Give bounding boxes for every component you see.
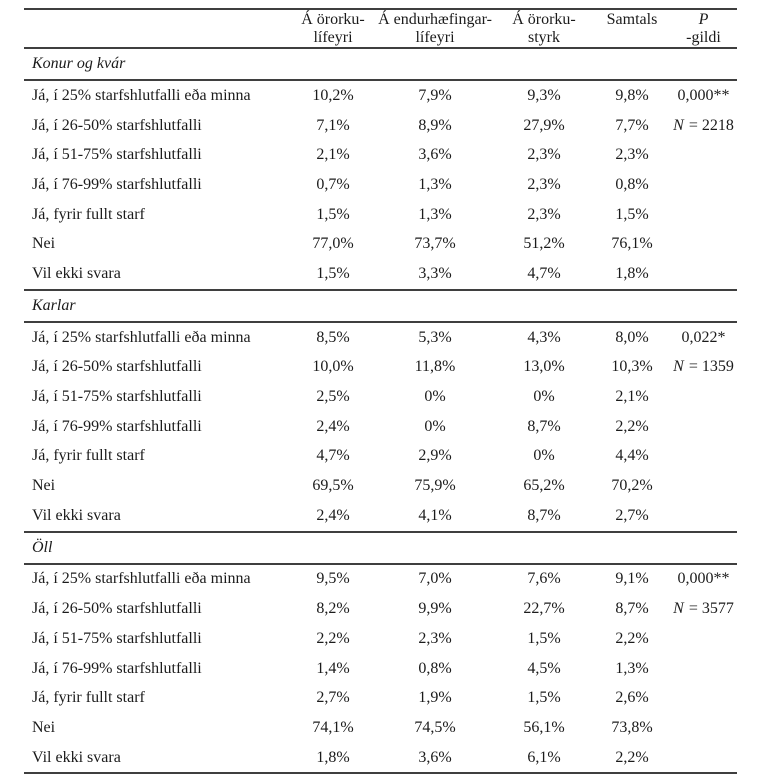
cell-samtals: 2,2% <box>615 417 649 435</box>
cell-stat-empty <box>670 442 737 472</box>
cell-stat-empty <box>670 412 737 442</box>
cell-ororkustyrk: 6,1% <box>527 748 561 766</box>
cell-ororkustyrk: 1,5% <box>527 689 561 707</box>
cell-ororkulifeyri: 74,1% <box>312 718 354 736</box>
table-row <box>24 323 737 353</box>
cell-samtals: 1,8% <box>615 264 649 282</box>
cell-ororkulifeyri: 2,1% <box>316 146 350 164</box>
row-label: Já, í 51-75% starfshlutfalli <box>32 629 202 647</box>
cell-p-value <box>670 323 737 353</box>
p-value: 0,022* <box>681 328 726 346</box>
row-label: Já, í 25% starfshlutfalli eða minna <box>32 328 251 346</box>
cell-ororkustyrk: 2,3% <box>527 175 561 193</box>
cell-ororkulifeyri: 77,0% <box>312 235 354 253</box>
cell-samtals: 8,0% <box>615 328 649 346</box>
table-row <box>24 140 737 170</box>
cell-ororkustyrk: 8,7% <box>527 506 561 524</box>
cell-ororkulifeyri: 0,7% <box>316 175 350 193</box>
cell-samtals: 10,3% <box>611 358 653 376</box>
cell-ororkulifeyri: 2,5% <box>316 388 350 406</box>
cell-ororkulifeyri: 2,7% <box>316 689 350 707</box>
cell-samtals: 2,1% <box>615 388 649 406</box>
cell-ororkustyrk: 51,2% <box>523 235 565 253</box>
cell-endurhaefingarlifeyri: 7,9% <box>418 86 452 104</box>
cell-endurhaefingarlifeyri: 9,9% <box>418 600 452 618</box>
cell-endurhaefingarlifeyri: 7,0% <box>418 570 452 588</box>
cell-endurhaefingarlifeyri: 3,6% <box>418 748 452 766</box>
table-row <box>24 412 737 442</box>
cell-ororkulifeyri: 1,8% <box>316 748 350 766</box>
cell-ororkustyrk: 8,7% <box>527 417 561 435</box>
row-label: Já, í 76-99% starfshlutfalli <box>32 417 202 435</box>
table-row <box>24 501 737 531</box>
section-title-konur-og-kvar: Konur og kvár <box>24 47 737 79</box>
cell-ororkustyrk: 22,7% <box>523 600 565 618</box>
row-label: Já, fyrir fullt starf <box>32 205 145 223</box>
table-row <box>24 624 737 654</box>
table-row <box>24 200 737 230</box>
cell-endurhaefingarlifeyri: 1,3% <box>418 205 452 223</box>
cell-endurhaefingarlifeyri: 74,5% <box>414 718 456 736</box>
cell-ororkulifeyri: 8,5% <box>316 328 350 346</box>
cell-samtals: 0,8% <box>615 175 649 193</box>
section-title-oll: Öll <box>24 531 737 563</box>
table-row <box>24 382 737 412</box>
cell-ororkustyrk: 13,0% <box>523 358 565 376</box>
table-row <box>24 353 737 383</box>
section-title-karlar: Karlar <box>24 289 737 321</box>
row-label: Já, í 76-99% starfshlutfalli <box>32 175 202 193</box>
row-label: Já, í 51-75% starfshlutfalli <box>32 146 202 164</box>
cell-ororkustyrk: 65,2% <box>523 477 565 495</box>
cell-ororkustyrk: 4,3% <box>527 328 561 346</box>
n-label: N <box>673 116 684 134</box>
cell-ororkulifeyri: 7,1% <box>316 116 350 134</box>
n-value: = 2218 <box>688 116 734 134</box>
cell-endurhaefingarlifeyri: 75,9% <box>414 477 456 495</box>
row-label: Vil ekki svara <box>32 506 121 524</box>
cell-endurhaefingarlifeyri: 4,1% <box>418 506 452 524</box>
cell-ororkulifeyri: 1,4% <box>316 659 350 677</box>
cell-endurhaefingarlifeyri: 0,8% <box>418 659 452 677</box>
cell-samtals: 76,1% <box>611 235 653 253</box>
cell-p-value <box>670 81 737 111</box>
cell-endurhaefingarlifeyri: 1,9% <box>418 689 452 707</box>
cell-stat-empty <box>670 624 737 654</box>
section-rows-karlar <box>24 321 737 531</box>
cell-ororkulifeyri: 69,5% <box>312 477 354 495</box>
cell-stat-empty <box>670 229 737 259</box>
cell-samtals: 2,6% <box>615 689 649 707</box>
cell-stat-empty <box>670 713 737 743</box>
cell-ororkulifeyri: 8,2% <box>316 600 350 618</box>
column-header-ororkustyrk: Á örorku- styrk <box>512 11 576 46</box>
cell-ororkulifeyri: 4,7% <box>316 447 350 465</box>
cell-samtals: 2,3% <box>615 146 649 164</box>
column-header-samtals: Samtals <box>606 11 658 28</box>
cell-ororkulifeyri: 9,5% <box>316 570 350 588</box>
cell-samtals: 7,7% <box>615 116 649 134</box>
cell-samtals: 2,2% <box>615 629 649 647</box>
p-value: 0,000** <box>677 570 730 588</box>
cell-endurhaefingarlifeyri: 2,3% <box>418 629 452 647</box>
row-label: Nei <box>32 718 56 736</box>
cell-endurhaefingarlifeyri: 11,8% <box>414 358 456 376</box>
table-row <box>24 81 737 111</box>
n-value: = 1359 <box>688 358 734 376</box>
table-row <box>24 471 737 501</box>
cell-endurhaefingarlifeyri: 73,7% <box>414 235 456 253</box>
row-label: Já, í 26-50% starfshlutfalli <box>32 600 202 618</box>
cell-samtals: 70,2% <box>611 477 653 495</box>
column-header-ororkulifeyri: Á örorku- lífeyri <box>301 11 365 46</box>
column-header-endurhaefingarlifeyri: Á endurhæfingar- lífeyri <box>378 11 492 46</box>
row-label: Já, í 25% starfshlutfalli eða minna <box>32 86 251 104</box>
n-value: = 3577 <box>688 600 734 618</box>
cell-stat-empty <box>670 140 737 170</box>
cell-samtals: 4,4% <box>615 447 649 465</box>
cell-ororkustyrk: 9,3% <box>527 86 561 104</box>
row-label: Já, fyrir fullt starf <box>32 689 145 707</box>
table-row <box>24 259 737 289</box>
row-label: Já, í 26-50% starfshlutfalli <box>32 358 202 376</box>
cell-samtals: 1,5% <box>615 205 649 223</box>
cell-ororkustyrk: 2,3% <box>527 205 561 223</box>
table-row <box>24 229 737 259</box>
row-label: Nei <box>32 235 56 253</box>
p-letter: P <box>698 11 709 28</box>
cell-ororkustyrk: 27,9% <box>523 116 565 134</box>
cell-ororkustyrk: 4,5% <box>527 659 561 677</box>
cell-ororkustyrk: 2,3% <box>527 146 561 164</box>
table-row <box>24 111 737 141</box>
column-header-row <box>24 8 737 47</box>
cell-ororkustyrk: 1,5% <box>527 629 561 647</box>
cell-stat-empty <box>670 170 737 200</box>
cell-samtals: 9,8% <box>615 86 649 104</box>
cell-ororkulifeyri: 10,2% <box>312 86 354 104</box>
cell-endurhaefingarlifeyri: 8,9% <box>418 116 452 134</box>
cell-stat-empty <box>670 471 737 501</box>
table-row <box>24 713 737 743</box>
cell-endurhaefingarlifeyri: 2,9% <box>418 447 452 465</box>
table-row <box>24 654 737 684</box>
cell-samtals: 2,2% <box>615 748 649 766</box>
row-label: Já, í 25% starfshlutfalli eða minna <box>32 570 251 588</box>
cell-sample-size <box>670 111 737 141</box>
row-label: Já, í 26-50% starfshlutfalli <box>32 116 202 134</box>
row-label: Já, í 51-75% starfshlutfalli <box>32 388 202 406</box>
cell-ororkustyrk: 0% <box>533 447 555 465</box>
section-rows-oll <box>24 563 737 773</box>
row-label: Já, í 76-99% starfshlutfalli <box>32 659 202 677</box>
column-header-p-gildi: P -gildi <box>670 10 737 47</box>
cell-stat-empty <box>670 743 737 773</box>
cell-endurhaefingarlifeyri: 0% <box>424 417 446 435</box>
cell-sample-size <box>670 353 737 383</box>
cell-stat-empty <box>670 200 737 230</box>
table-row <box>24 594 737 624</box>
cell-ororkulifeyri: 2,4% <box>316 506 350 524</box>
p-value: 0,000** <box>677 86 730 104</box>
cell-stat-empty <box>670 654 737 684</box>
cell-ororkustyrk: 4,7% <box>527 264 561 282</box>
cell-stat-empty <box>670 683 737 713</box>
cell-ororkulifeyri: 10,0% <box>312 358 354 376</box>
n-label: N <box>673 358 684 376</box>
cell-endurhaefingarlifeyri: 5,3% <box>418 328 452 346</box>
row-label: Nei <box>32 477 56 495</box>
cell-samtals: 1,3% <box>615 659 649 677</box>
column-header-empty <box>24 10 290 47</box>
cell-samtals: 73,8% <box>611 718 653 736</box>
cell-sample-size <box>670 594 737 624</box>
cell-samtals: 2,7% <box>615 506 649 524</box>
cell-endurhaefingarlifeyri: 3,3% <box>418 264 452 282</box>
row-label: Já, fyrir fullt starf <box>32 447 145 465</box>
statistics-table <box>24 8 737 774</box>
table-row <box>24 565 737 595</box>
cell-stat-empty <box>670 259 737 289</box>
cell-stat-empty <box>670 382 737 412</box>
table-row <box>24 170 737 200</box>
row-label: Vil ekki svara <box>32 264 121 282</box>
cell-endurhaefingarlifeyri: 1,3% <box>418 175 452 193</box>
cell-endurhaefingarlifeyri: 3,6% <box>418 146 452 164</box>
table-row <box>24 743 737 773</box>
cell-ororkulifeyri: 2,2% <box>316 629 350 647</box>
cell-ororkulifeyri: 1,5% <box>316 205 350 223</box>
n-label: N <box>673 600 684 618</box>
cell-ororkulifeyri: 2,4% <box>316 417 350 435</box>
cell-ororkustyrk: 56,1% <box>523 718 565 736</box>
cell-p-value <box>670 565 737 595</box>
cell-stat-empty <box>670 501 737 531</box>
cell-samtals: 9,1% <box>615 570 649 588</box>
table-row <box>24 442 737 472</box>
cell-endurhaefingarlifeyri: 0% <box>424 388 446 406</box>
table-row <box>24 683 737 713</box>
cell-ororkustyrk: 7,6% <box>527 570 561 588</box>
cell-ororkustyrk: 0% <box>533 388 555 406</box>
section-rows-konur-og-kvar <box>24 79 737 289</box>
row-label: Vil ekki svara <box>32 748 121 766</box>
cell-samtals: 8,7% <box>615 600 649 618</box>
cell-ororkulifeyri: 1,5% <box>316 264 350 282</box>
